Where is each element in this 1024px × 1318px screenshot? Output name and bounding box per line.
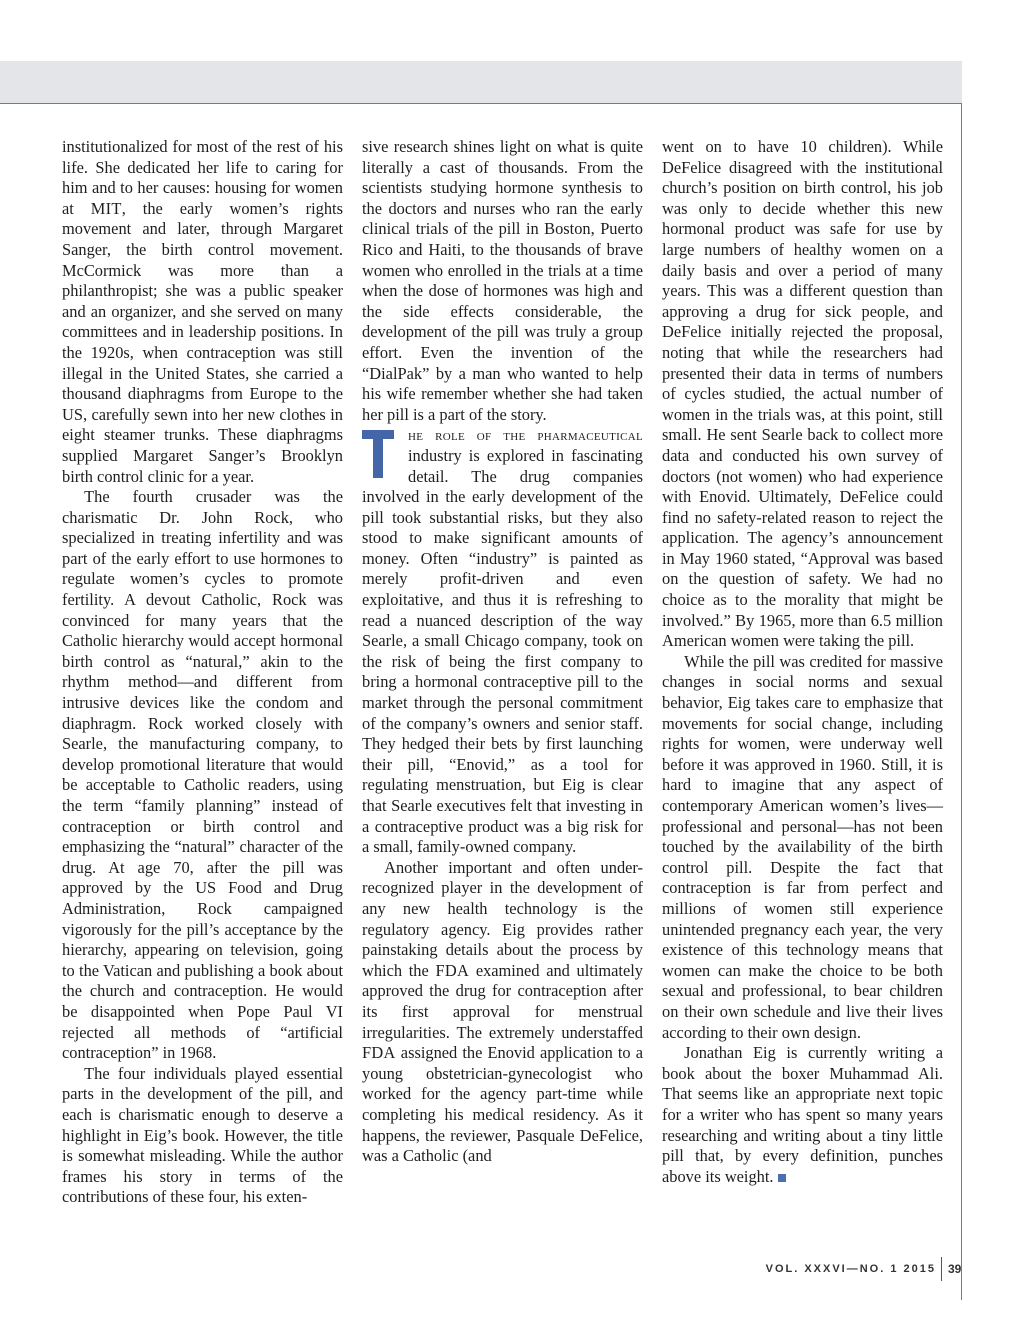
- paragraph-text: Another important and often under-recognized player in the development of any new health technology is the regulatory agency. Eig provides rather painstaking details about the process by which the: [362, 857, 643, 980]
- paragraph: [62, 137, 343, 487]
- folio-divider: [941, 1257, 942, 1281]
- article-column-2: [362, 137, 643, 1167]
- page-number: 39: [948, 1262, 962, 1276]
- issue-line: VOL. XXXVI—NO. 1 2015: [765, 1263, 936, 1275]
- paragraph: While the pill was credited for massive changes in social norms and sexual behavior, Eig takes care to emphasize that movements for social change, including rights for women, were underway well before it was approved in 1960. Still, it is hard to imagine that any aspect of contemporary American women’s lives—professional and personal—has not been touched by the availability of the birth control pill. Despite the fact that contraception is far from perfect and millions of women still experience unintended pregnancy each year, the very existence of this technology means that women can make the choice to be both sexual and professional, to bear children on their own schedule and live their lives according to their own design.: [662, 651, 943, 1042]
- abbreviation: FDA: [435, 960, 470, 980]
- dropcap: [362, 426, 402, 482]
- abbreviation: FDA: [362, 1043, 396, 1063]
- lead-in-smallcaps: he role of the pharmaceutical: [408, 425, 643, 445]
- paragraph-text: examined and ultimately approved the drug for contraception after its first approval for menstrual irregularities. The extremely understaffed: [362, 960, 643, 1042]
- paragraph-text: institutionalized for most of the rest of his life. She dedicated her life to caring for him and to her causes: housing for women at: [62, 137, 343, 218]
- paragraph-text: Jonathan Eig is currently writing a book about the boxer Muhammad Ali. That seems like an appropriate next topic for a writer who has spent so many years researching and writing about a tiny little pill that, by every definition, punches above its weight.: [662, 1043, 943, 1186]
- paragraph-with-dropcap: [362, 425, 643, 857]
- header-band: [0, 61, 962, 103]
- header-rule: [0, 103, 962, 104]
- paragraph: The four individuals played essential parts in the development of the pill, and each is charismatic enough to deserve a highlight in Eig’s book. However, the title is somewhat misleading. While the author frames his story in terms of the contributions of these four, his exten-: [62, 1063, 343, 1207]
- paragraph: went on to have 10 children). While DeFelice disagreed with the institutional church’s position on birth control, his job was only to decide whether this new hormonal product was safe for use by large numbers of healthy women on a daily basis and over a period of many years. This was a different question than approving a drug for sick people, and DeFelice initially rejected the proposal, noting that while the researchers had presented their data in terms of numbers of cycles studied, the actual number of women in the trials was, at this point, still small. He sent Searle back to collect more data and conducted his own survey of doctors (not women) who had experience with Enovid. Ultimately, DeFelice could find no safety-related reason to reject the application. The agency’s announcement in May 1960 stated, “Approval was based on the question of safety. We had no choice as to the morality that might be involved.” By 1965, more than 6.5 million American women were taking the pill.: [662, 137, 943, 651]
- article-column-3: [662, 137, 943, 1187]
- paragraph: The fourth crusader was the charismatic Dr. John Rock, who specialized in treating infertility and was part of the early effort to use hormones to regulate women’s cycles to promote fertility. A devout Catholic, Rock was convinced for many years that the Catholic hierarchy would accept hormonal birth control as “natural,” akin to the rhythm method—and different from intrusive devices like the condom and diaphragm. Rock worked closely with Searle, the manufacturing company, to develop promotional literature that would be acceptable to Catholic readers, using the term “family planning” instead of contraception or birth control and emphasizing the “natural” character of the drug. At age 70, after the pill was approved by the US Food and Drug Administration, Rock campaigned vigorously for the pill’s acceptance by the hierarchy, appearing on television, going to the Vatican and publishing a book about the church and contraception. He would be disappointed when Pope Paul VI rejected all methods of “artificial contraception” in 1968.: [62, 487, 343, 1063]
- paragraph: [362, 858, 643, 1167]
- end-mark-icon: [778, 1174, 786, 1182]
- paragraph: [662, 1043, 943, 1187]
- article-column-1: [62, 137, 343, 1208]
- paragraph-text: assigned the Enovid application to a young obstetrician-gynecologist who worked for the agency part-time while completing his medical residency. As it happens, the reviewer, Pasquale DeFelice, was a Catholic (and: [362, 1043, 643, 1166]
- paragraph: sive research shines light on what is quite literally a cast of thousands. From the scientists studying hormone synthesis to the doctors and nurses who ran the early clinical trials of the pill in Boston, Puerto Rico and Haiti, to the thousands of brave women who enrolled in the trials at a time when the dose of hormones was high and the side effects considerable, the development of the pill was truly a group effort. Even the invention of the “DialPak” by a man who wanted to help his wife remember whether she had taken her pill is a part of the story.: [362, 137, 643, 424]
- paragraph-text: , the early women’s rights movement and later, through Margaret Sanger, the birth control movement. McCormick was more than a philanthropist; she was a public speaker and an organizer, and she served on many committees and in leadership positions. In the 1920s, when contraception was still illegal in the United States, she carried a thousand diaphragms from Europe to the US, carefully sewn into her new clothes in eight steamer trunks. These diaphragms supplied Margaret Sanger’s Brooklyn birth control clinic for a year.: [62, 198, 343, 486]
- abbreviation: MIT: [90, 198, 122, 218]
- page-edge-rule: [961, 103, 962, 1300]
- paragraph-text: industry is explored in fascinating detail. The drug companies involved in the early development of the pill took substantial risks, but they also stood to make significant amounts of money. Often “industry” is painted as merely profit-driven and even exploitative, and thus it is refreshing to read a nuanced description of the way Searle, a small Chicago company, took on the risk of being the first company to bring a hormonal contraceptive pill to the market through the personal commitment of the company’s owners and senior staff. They hedged their bets by first launching their pill, “Enovid,” as a tool for regulating menstruation, but Eig is clear that Searle executives felt that investing in a contraceptive product was a big risk for a small, family-owned company.: [362, 445, 643, 857]
